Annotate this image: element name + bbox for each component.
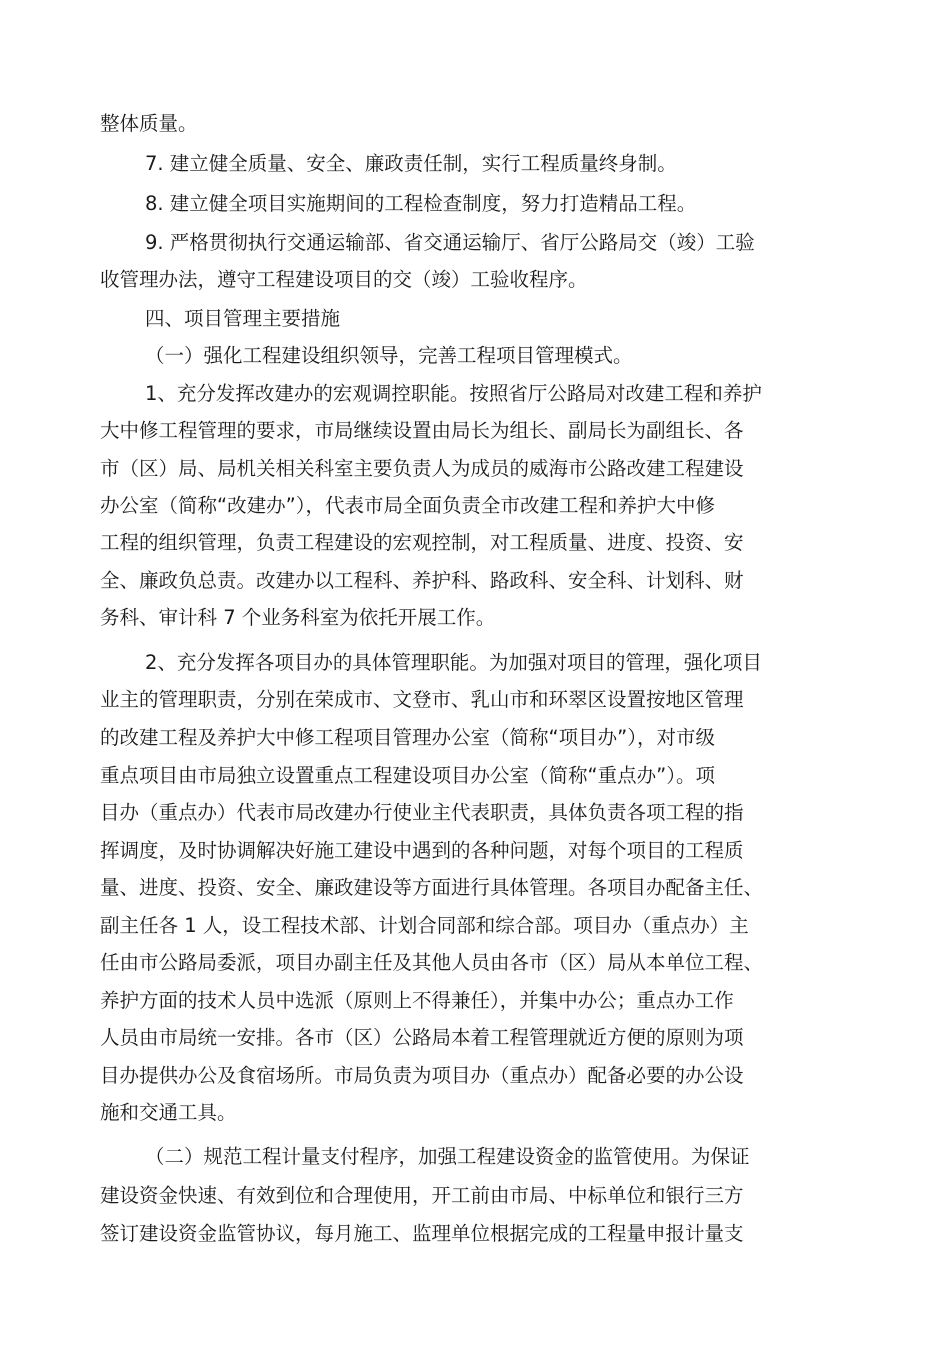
text-line: 9. 严格贯彻执行交通运输部、省交通运输厅、省厅公路局交（竣）工验: [145, 231, 755, 254]
section-heading: 四、项目管理主要措施: [145, 307, 341, 330]
subsection-heading: （一）强化工程建设组织领导，完善工程项目管理模式。: [145, 344, 633, 367]
text-line: 养护方面的技术人员中选派（原则上不得兼任），并集中办公；重点办工作: [100, 989, 734, 1012]
text-line: 工程的组织管理，负责工程建设的宏观控制，对工程质量、进度、投资、安: [100, 531, 744, 554]
text-line: 2、充分发挥各项目办的具体管理职能。为加强对项目的管理，强化项目: [145, 651, 762, 674]
text-line: 市（区）局、局机关相关科室主要负责人为成员的威海市公路改建工程建设: [100, 457, 744, 480]
text-line: 全、廉政负总责。改建办以工程科、养护科、路政科、安全科、计划科、财: [100, 569, 744, 592]
text-line: 的改建工程及养护大中修工程项目管理办公室（简称“项目办”），对市级: [100, 726, 715, 749]
text-line: 务科、审计科 7 个业务科室为依托开展工作。: [100, 606, 496, 629]
text-line: 人员由市局统一安排。各市（区）公路局本着工程管理就近方便的原则为项: [100, 1026, 744, 1049]
text-line: 业主的管理职责，分别在荣成市、文登市、乳山市和环翠区设置按地区管理: [100, 688, 744, 711]
text-line: 签订建设资金监管协议，每月施工、监理单位根据完成的工程量申报计量支: [100, 1222, 744, 1245]
subsection-heading: （二）规范工程计量支付程序，加强工程建设资金的监管使用。为保证: [145, 1145, 750, 1168]
text-line: 建设资金快速、有效到位和合理使用，开工前由市局、中标单位和银行三方: [100, 1184, 744, 1207]
text-line: 办公室（简称“改建办”），代表市局全面负责全市改建工程和养护大中修: [100, 494, 715, 517]
text-line: 收管理办法，遵守工程建设项目的交（竣）工验收程序。: [100, 268, 588, 291]
text-line: 7. 建立健全质量、安全、廉政责任制，实行工程质量终身制。: [145, 152, 677, 175]
text-line: 整体质量。: [100, 112, 198, 135]
text-line: 目办（重点办）代表市局改建办行使业主代表职责，具体负责各项工程的指: [100, 801, 744, 824]
text-line: 副主任各 1 人，设工程技术部、计划合同部和综合部。项目办（重点办）主: [100, 914, 749, 937]
text-line: 量、进度、投资、安全、廉政建设等方面进行具体管理。各项目办配备主任、: [100, 876, 764, 899]
text-line: 施和交通工具。: [100, 1101, 237, 1124]
text-line: 1、充分发挥改建办的宏观调控职能。按照省厅公路局对改建工程和养护: [145, 382, 762, 405]
text-line: 挥调度，及时协调解决好施工建设中遇到的各种问题，对每个项目的工程质: [100, 839, 744, 862]
text-line: 目办提供办公及食宿场所。市局负责为项目办（重点办）配备必要的办公设: [100, 1064, 744, 1087]
text-line: 任由市公路局委派，项目办副主任及其他人员由各市（区）局从本单位工程、: [100, 951, 764, 974]
text-line: 重点项目由市局独立设置重点工程建设项目办公室（简称“重点办”）。项: [100, 764, 715, 787]
text-line: 8. 建立健全项目实施期间的工程检查制度，努力打造精品工程。: [145, 192, 697, 215]
text-line: 大中修工程管理的要求，市局继续设置由局长为组长、副局长为副组长、各: [100, 419, 744, 442]
